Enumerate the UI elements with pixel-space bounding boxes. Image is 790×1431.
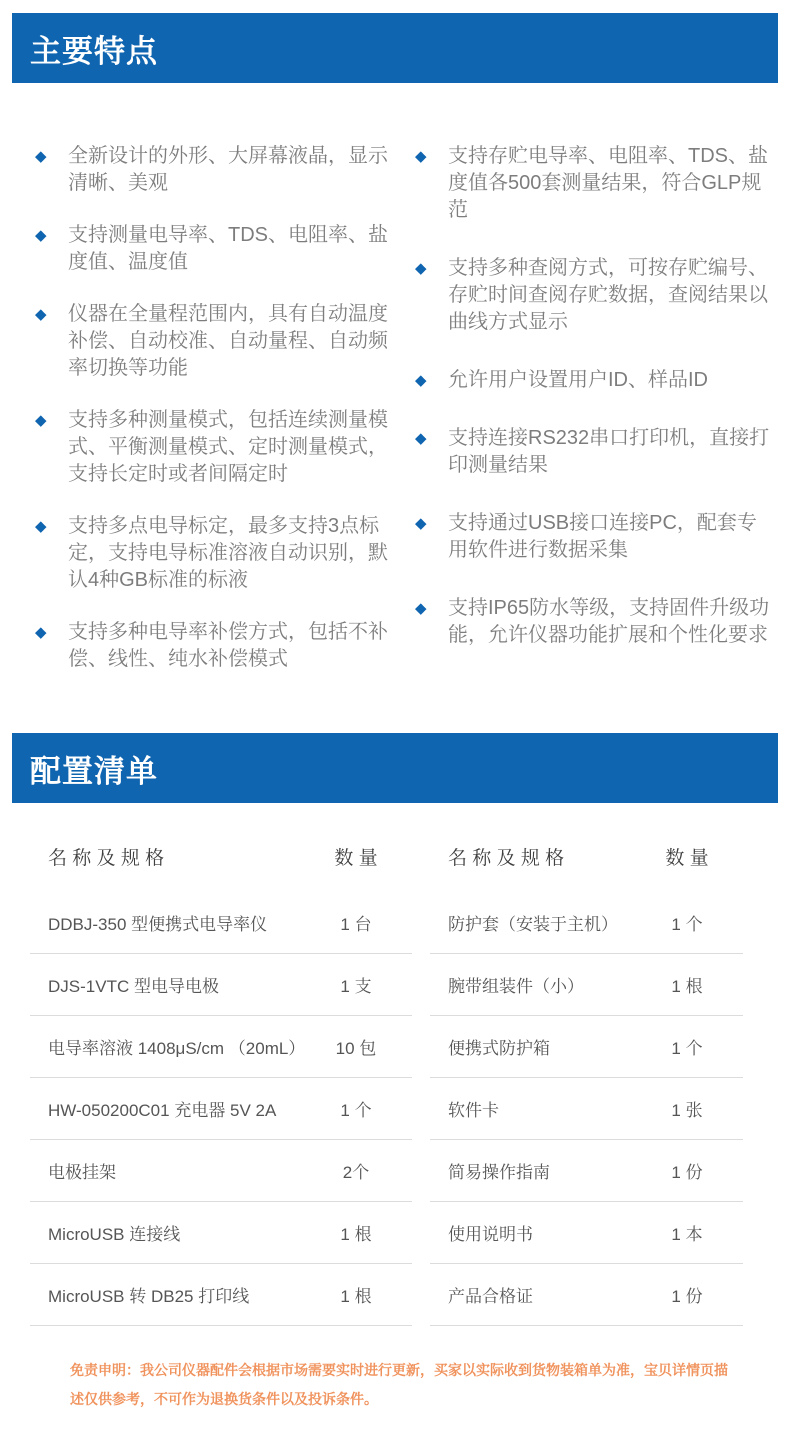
table-row [430,1202,743,1264]
diamond-bullet-icon: ◆ [415,515,427,532]
column-header-qty: 数 量 [334,848,378,869]
item-name: MicroUSB 转 DB25 打印线 [48,1287,250,1306]
table-row [430,1016,743,1078]
feature-item [415,595,770,649]
feature-text: 支持通过USB接口连接PC，配套专用软件进行数据采集 [448,512,757,561]
item-name: DDBJ-350 型便携式电导率仪 [48,915,268,934]
feature-item [415,425,770,479]
feature-item [35,222,390,276]
config-table-right [430,831,743,1326]
table-header-row [30,831,412,892]
item-name: 电导率溶液 1408μS/cm （20mL） [48,1039,306,1058]
item-name: HW-050200C01 充电器 5V 2A [48,1101,277,1120]
feature-item [35,301,390,382]
features-title: 主要特点 [30,33,158,69]
table-row [30,1264,412,1326]
item-name: 腕带组装件（小） [448,977,584,996]
feature-text: 全新设计的外形、大屏幕液晶，显示清晰、美观 [68,145,388,194]
item-name: 软件卡 [448,1101,499,1120]
item-qty: 1 支 [340,977,372,996]
item-qty: 1 本 [671,1225,703,1244]
table-header-row [430,831,743,892]
feature-item [35,619,390,673]
table-row [30,1016,412,1078]
diamond-bullet-icon: ◆ [35,148,47,165]
feature-text: 支持测量电导率、TDS、电阻率、盐度值、温度值 [68,224,388,273]
table-row [430,1078,743,1140]
table-row [430,1140,743,1202]
diamond-bullet-icon: ◆ [415,430,427,447]
diamond-bullet-icon: ◆ [35,518,47,535]
table-row [30,1078,412,1140]
table-row [430,892,743,954]
feature-item [35,513,390,594]
item-qty: 1 个 [671,915,703,934]
item-qty: 1 根 [340,1287,372,1306]
feature-text: 仪器在全量程范围内，具有自动温度补偿、自动校准、自动量程、自动频率切换等功能 [68,303,388,379]
table-row [430,954,743,1016]
item-name: 便携式防护箱 [448,1039,550,1058]
feature-item [415,255,770,336]
item-name: 电极挂架 [48,1163,116,1182]
item-qty: 1 个 [340,1101,372,1120]
feature-item [35,407,390,488]
item-name: 使用说明书 [448,1225,533,1244]
feature-text: 支持多种测量模式，包括连续测量模式、平衡测量模式、定时测量模式，支持长定时或者间隔定时 [68,409,388,485]
table-row [430,1264,743,1326]
item-qty: 1 个 [671,1039,703,1058]
item-name: 产品合格证 [448,1287,533,1306]
item-qty: 10 包 [335,1039,377,1058]
item-qty: 1 根 [340,1225,372,1244]
feature-item [35,143,390,197]
diamond-bullet-icon: ◆ [35,624,47,641]
features-list [0,83,790,733]
config-section-header [12,733,778,803]
feature-item [415,510,770,564]
feature-text: 支持IP65防水等级，支持固件升级功能，允许仪器功能扩展和个性化要求 [448,597,770,646]
item-qty: 1 张 [671,1101,703,1120]
diamond-bullet-icon: ◆ [415,372,427,389]
column-header-name: 名 称 及 规 格 [448,848,565,869]
feature-item [415,143,770,224]
diamond-bullet-icon: ◆ [415,260,427,277]
item-name: 简易操作指南 [448,1163,550,1182]
diamond-bullet-icon: ◆ [35,227,47,244]
feature-text: 支持多种查阅方式，可按存贮编号、存贮时间查阅存贮数据，查阅结果以曲线方式显示 [448,257,768,333]
feature-text: 支持多点电导标定，最多支持3点标定，支持电导标准溶液自动识别，默认4种GB标准的标液 [68,515,388,591]
item-name: DJS-1VTC 型电导电极 [48,977,219,996]
table-row [30,1202,412,1264]
table-row [30,1140,412,1202]
item-qty: 2个 [342,1163,370,1182]
diamond-bullet-icon: ◆ [415,600,427,617]
feature-text: 支持多种电导率补偿方式，包括不补偿、线性、纯水补偿模式 [68,621,388,670]
feature-text: 支持连接RS232串口打印机，直接打印测量结果 [448,427,770,476]
diamond-bullet-icon: ◆ [415,148,427,165]
item-qty: 1 份 [671,1163,703,1182]
diamond-bullet-icon: ◆ [35,412,47,429]
item-name: 防护套（安装于主机） [448,915,618,934]
item-qty: 1 台 [340,915,372,934]
features-column-left [35,143,390,733]
diamond-bullet-icon: ◆ [35,306,47,323]
features-section-header [12,13,778,83]
config-table-left [30,831,412,1326]
column-header-name: 名 称 及 规 格 [48,848,165,869]
features-column-right [415,143,770,733]
config-tables [0,803,790,1326]
config-title: 配置清单 [30,753,158,789]
feature-text: 允许用户设置用户ID、样品ID [448,369,708,391]
item-qty: 1 根 [671,977,703,996]
table-row [30,954,412,1016]
feature-text: 支持存贮电导率、电阻率、TDS、盐度值各500套测量结果，符合GLP规范 [448,145,768,221]
item-qty: 1 份 [671,1287,703,1306]
table-row [30,892,412,954]
item-name: MicroUSB 连接线 [48,1225,181,1244]
column-header-qty: 数 量 [665,848,709,869]
disclaimer-text: 免责申明：我公司仪器配件会根据市场需要实时进行更新，买家以实际收到货物装箱单为准，宝贝详情页描述仅供参考，不可作为退换货条件以及投诉条件。 [70,1362,728,1407]
feature-item [415,367,770,394]
